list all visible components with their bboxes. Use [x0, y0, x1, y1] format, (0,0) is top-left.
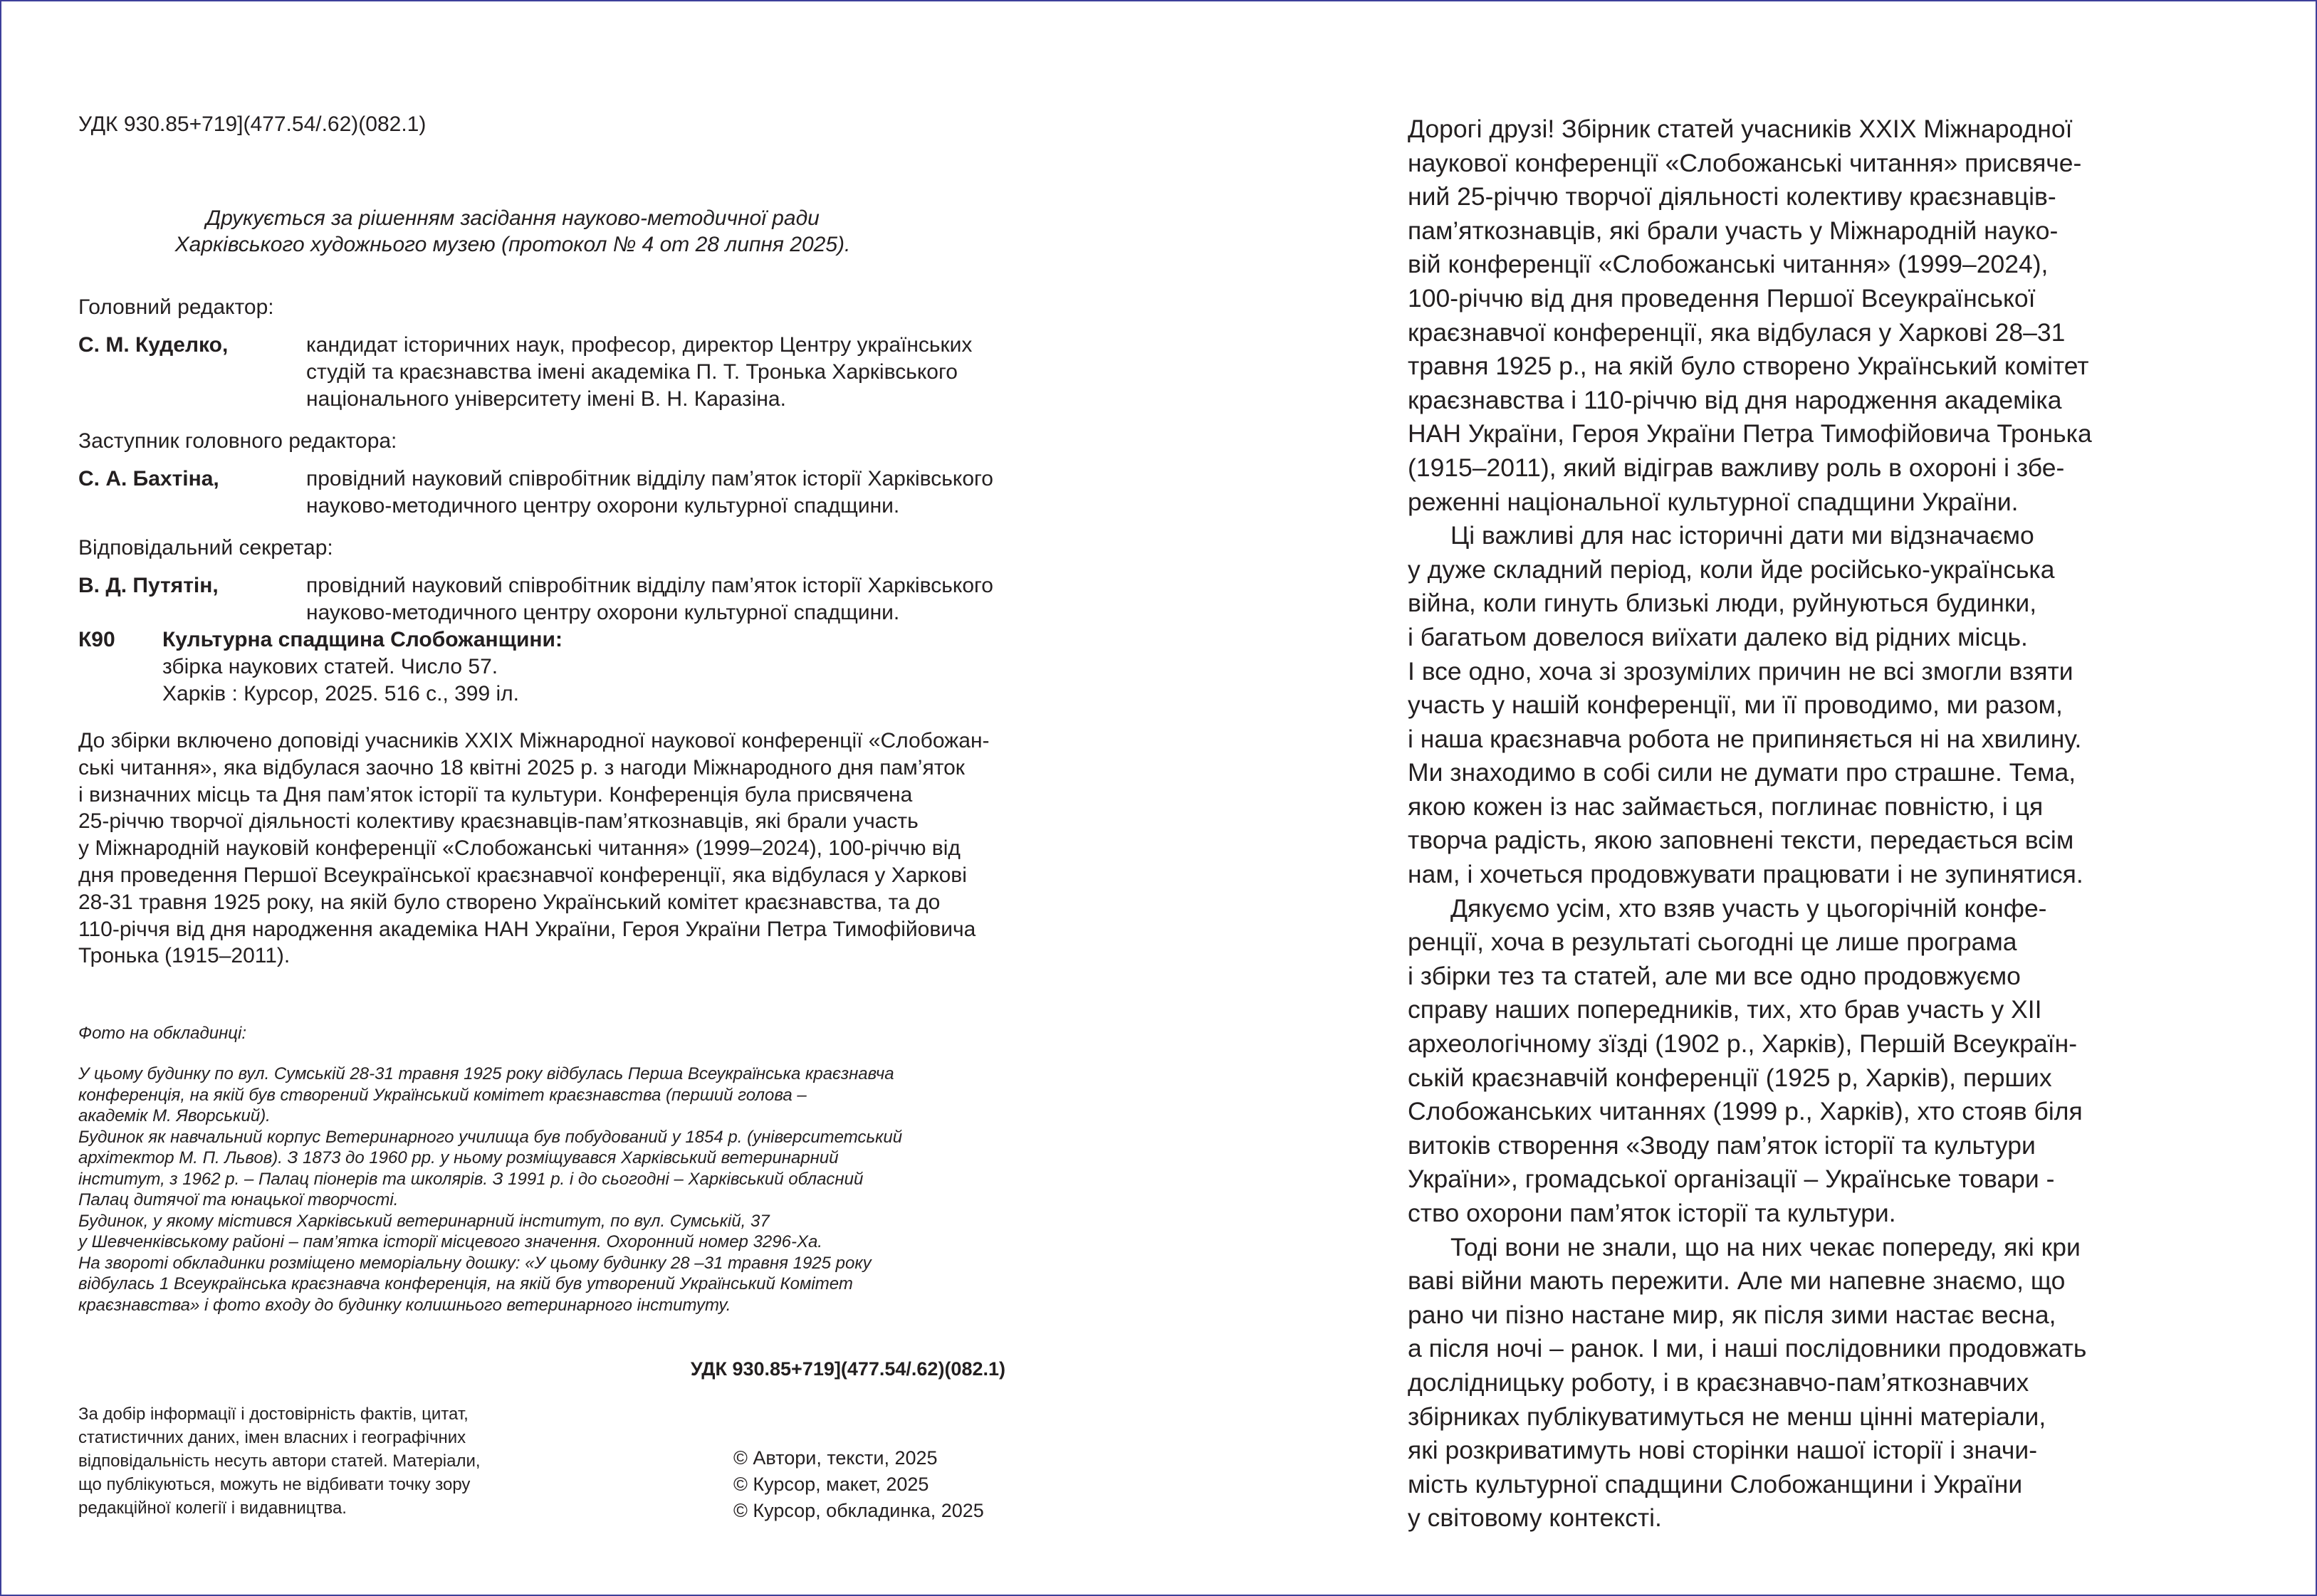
editorial-board	[78, 293, 1018, 641]
caption-line: архітектор М. П. Львов). З 1873 до 1960 рр. у ньому розміщувався Харківський ветеринарний	[78, 1148, 839, 1167]
foreword-line: реженні національної культурної спадщини України.	[1408, 487, 2019, 516]
role-desc-line: студій та краєзнавства імені академіка П. Т. Тронька Харківського	[306, 360, 958, 384]
foreword-line: дослідницьку роботу, і в краєзнавчо-пам’яткознавчих	[1408, 1367, 2029, 1397]
foreword-line: (1915–2011), який відіграв важливу роль в охороні і збе-	[1408, 453, 2065, 482]
caption-line: Палац дитячої та юнацької творчості.	[78, 1190, 399, 1209]
caption-line: Будинок, у якому містився Харківський ветеринарний інститут, по вул. Сумській, 37	[78, 1211, 770, 1231]
abstract	[78, 728, 1017, 970]
role-row	[78, 572, 1018, 626]
foreword-line: нам, і хочеться продовжувати працювати і не зупинятися.	[1408, 860, 2083, 889]
role-desc-line: провідний науковий співробітник відділу пам’яток історії Харківського	[306, 574, 993, 597]
caption-line: у Шевченківському районі – пам’ятка історії місцевого значення. Охоронний номер 3296-Ха.	[78, 1232, 822, 1251]
responsibility-disclaimer	[78, 1402, 481, 1520]
foreword-line: які розкриватимуть нові сторінки нашої історії і значи-	[1408, 1436, 2038, 1465]
foreword-line: війна, коли гинуть близькі люди, руйнуються будинки,	[1408, 589, 2037, 618]
foreword-line: і багатьом довелося виїхати далеко від рідних місць.	[1408, 622, 2028, 651]
abstract-line: і визначних місць та Дня пам’яток історії та культури. Конференція була присвячена	[78, 782, 913, 807]
role-title: Головний редактор:	[78, 295, 274, 319]
abstract-line: 28-31 травня 1925 року, на якій було створено Український комітет краєзнавства, та до	[78, 890, 941, 914]
foreword-line: мість культурної спадщини Слобожанщини і України	[1408, 1469, 2023, 1498]
role-desc-line: провідний науковий співробітник відділу пам’яток історії Харківського	[306, 467, 993, 490]
cover-photo-caption	[78, 1064, 1018, 1316]
foreword-line: ство охорони пам’яток історії та культури.	[1408, 1199, 1896, 1227]
foreword-line: ваві війни мають пережити. Але ми напевне знаємо, що	[1408, 1266, 2066, 1296]
abstract-line: До збірки включено доповіді учасників XXIX Міжнародної наукової конференції «Слобожан-	[78, 729, 990, 752]
foreword-line: Слобожанських читаннях (1999 р., Харків), хто стояв біля	[1408, 1097, 2083, 1126]
copyright-line: © Курсор, макет, 2025	[733, 1474, 929, 1495]
left-page	[0, 0, 1158, 1596]
role-desc-line: науково-методичного центру охорони культурної спадщини.	[306, 494, 900, 518]
role-desc-line: національного університету імені В. Н. Каразіна.	[306, 387, 786, 411]
print-note-line: Друкується за рішенням засідання науково-методичної ради	[206, 206, 820, 230]
foreword-line: ний 25-річчю творчої діяльності колективу краєзнавців-	[1408, 182, 2056, 211]
disclaimer-line: редакційної колегії і видавництва.	[78, 1498, 347, 1518]
role-row	[78, 332, 1018, 413]
catalog-entry	[78, 626, 563, 708]
cover-photo-heading: Фото на обкладинці:	[78, 1024, 246, 1043]
disclaimer-line: що публікуються, можуть не відбивати точку зору	[78, 1475, 471, 1494]
role-person: С. М. Куделко,	[78, 333, 229, 357]
foreword-line: 100-річчю від дня проведення Першої Всеукраїнської	[1408, 283, 2036, 313]
book-title: Культурна спадщина Слобожанщини:	[162, 628, 563, 651]
role-title: Відповідальний секретар:	[78, 536, 333, 560]
foreword-line: археологічному зїзді (1902 р., Харків), Першій Всеукраїн-	[1408, 1029, 2078, 1059]
foreword-line: а після ночі – ранок. І ми, і наші послідовники продовжать	[1408, 1334, 2087, 1363]
foreword-line: Тоді вони не знали, що на них чекає попереду, які кри	[1450, 1232, 2081, 1261]
foreword-line: краєзнавства і 110-річчю від дня народження академіка	[1408, 385, 2062, 414]
foreword-line: і наша краєзнавча робота не припиняється ні на хвилину.	[1408, 724, 2082, 753]
foreword-line: справу наших попередників, тих, хто брав участь у XII	[1408, 995, 2042, 1024]
role-person: В. Д. Путятін,	[78, 574, 219, 597]
foreword-line: у дуже складний період, коли йде російсько-українська	[1408, 555, 2055, 584]
foreword-line: ренції, хоча в результаті сьогодні це лише програма	[1408, 928, 2017, 957]
abstract-line: ські читання», яка відбулася заочно 18 квітні 2025 р. з нагоди Міжнародного дня пам’яток	[78, 755, 965, 779]
role-description	[306, 572, 1018, 626]
foreword-line: рано чи пізно настане мир, як після зими настає весна,	[1408, 1300, 2056, 1329]
udk-code-bottom: УДК 930.85+719](477.54/.62)(082.1)	[690, 1358, 1005, 1380]
disclaimer-line: статистичних даних, імен власних і географічних	[78, 1428, 466, 1447]
foreword-line: Дорогі друзі! Збірник статей учасників XXIX Міжнародної	[1408, 115, 2073, 143]
abstract-line: 25-річчю творчої діяльності колективу краєзнавців-пам’яткознавців, які брали участь	[78, 809, 919, 834]
udk-code-top: УДК 930.85+719](477.54/.62)(082.1)	[78, 112, 427, 136]
foreword-line: І все одно, хоча зі зрозумілих причин не всі змогли взяти	[1408, 656, 2073, 686]
copyright-block	[733, 1445, 984, 1524]
copyright-line: © Автори, тексти, 2025	[733, 1447, 938, 1469]
abstract-line: Тронька (1915–2011).	[78, 944, 291, 968]
catalog-code: К90	[78, 628, 115, 651]
catalog-line: збірка наукових статей. Число 57.	[162, 655, 498, 678]
caption-line: конференція, на якій був створений Український комітет краєзнавства (перший голова –	[78, 1085, 807, 1105]
role-row	[78, 466, 1018, 520]
foreword-line: вій конференції «Слобожанські читання» (1999–2024),	[1408, 250, 2049, 279]
role-description	[306, 332, 1018, 413]
foreword-line: ській краєзнавчій конференції (1925 р, Харків), перших	[1408, 1063, 2052, 1092]
catalog-line: Харків : Курсор, 2025. 516 с., 399 іл.	[162, 682, 520, 705]
foreword-line: творча радість, якою заповнені тексти, передається всім	[1408, 826, 2074, 855]
abstract-line: 110-річчя від дня народження академіка НАН України, Героя України Петра Тимофійовича	[78, 917, 976, 941]
foreword-line: України», громадської організації – Українське товари -	[1408, 1165, 2055, 1194]
foreword-line: травня 1925 р., на якій було створено Український комітет	[1408, 352, 2089, 381]
caption-line: академік М. Яворський).	[78, 1106, 271, 1125]
caption-line: інститут, з 1962 р. – Палац піонерів та школярів. З 1991 р. і до сьогодні – Харківський обласний	[78, 1169, 864, 1189]
caption-line: На звороті обкладинки розміщено меморіальну дошку: «У цьому будинку 28 –31 травня 1925 року	[78, 1253, 872, 1273]
foreword-line: участь у нашій конференції, ми її проводимо, ми разом,	[1408, 691, 2063, 720]
abstract-line: дня проведення Першої Всеукраїнської краєзнавчої конференції, яка відбулася у Харкові	[78, 863, 967, 887]
role-person: С. А. Бахтіна,	[78, 467, 219, 490]
foreword-line: наукової конференції «Слобожанські читання» присвяче-	[1408, 148, 2082, 177]
foreword-line: якою кожен із нас займається, поглинає повністю, і ця	[1408, 792, 2044, 821]
foreword-line: НАН України, Героя України Петра Тимофійовича Тронька	[1408, 419, 2092, 448]
foreword-line: пам’яткознавців, які брали участь у Міжнародній науко-	[1408, 216, 2059, 245]
foreword-line: збірниках публікуватимуться не менш цінні матеріали,	[1408, 1402, 2046, 1431]
foreword-text	[1408, 112, 2205, 1535]
abstract-line: у Міжнародній науковій конференції «Слобожанські читання» (1999–2024), 100-річчю від	[78, 836, 961, 861]
caption-line: У цьому будинку по вул. Сумській 28-31 травня 1925 року відбулась Перша Всеукраїнська краєзнавча	[78, 1064, 894, 1083]
caption-line: відбулась 1 Всеукраїнська краєзнавча конференція, на якій був утворений Український Комітет	[78, 1274, 853, 1293]
foreword-line: Ми знаходимо в собі сили не думати про страшне. Тема,	[1408, 758, 2076, 787]
foreword-line: Дякуємо усім, хто взяв участь у цьогорічній конфе-	[1450, 893, 2047, 923]
foreword-line: витоків створення «Зводу пам’яток історії та культури	[1408, 1130, 2036, 1160]
right-page	[1158, 0, 2317, 1596]
foreword-line: Ці важливі для нас історичні дати ми відзначаємо	[1450, 521, 2034, 550]
role-title: Заступник головного редактора:	[78, 429, 397, 453]
caption-line: краєзнавства» і фото входу до будинку колишнього ветеринарного інституту.	[78, 1295, 731, 1315]
foreword-line: у світовому контексті.	[1408, 1503, 1662, 1533]
role-desc-line: науково-методичного центру охорони культурної спадщини.	[306, 601, 900, 624]
print-approval-note	[128, 205, 897, 258]
copyright-line: © Курсор, обкладинка, 2025	[733, 1500, 984, 1521]
catalog-description	[162, 626, 563, 708]
foreword-line: краєзнавчої конференції, яка відбулася у Харкові 28–31	[1408, 317, 2066, 347]
role-desc-line: кандидат історичних наук, професор, директор Центру українських	[306, 333, 973, 357]
print-note-line: Харківського художнього музею (протокол № 4 от 28 липня 2025).	[174, 233, 851, 256]
disclaimer-line: відповідальність несуть автори статей. Матеріали,	[78, 1451, 481, 1471]
role-description	[306, 466, 1018, 520]
caption-line: Будинок як навчальний корпус Ветеринарного училища був побудований у 1854 р. (університетський	[78, 1127, 903, 1147]
foreword-line: і збірки тез та статей, але ми все одно продовжуємо	[1408, 961, 2021, 990]
disclaimer-line: За добір інформації і достовірність фактів, цитат,	[78, 1405, 469, 1424]
